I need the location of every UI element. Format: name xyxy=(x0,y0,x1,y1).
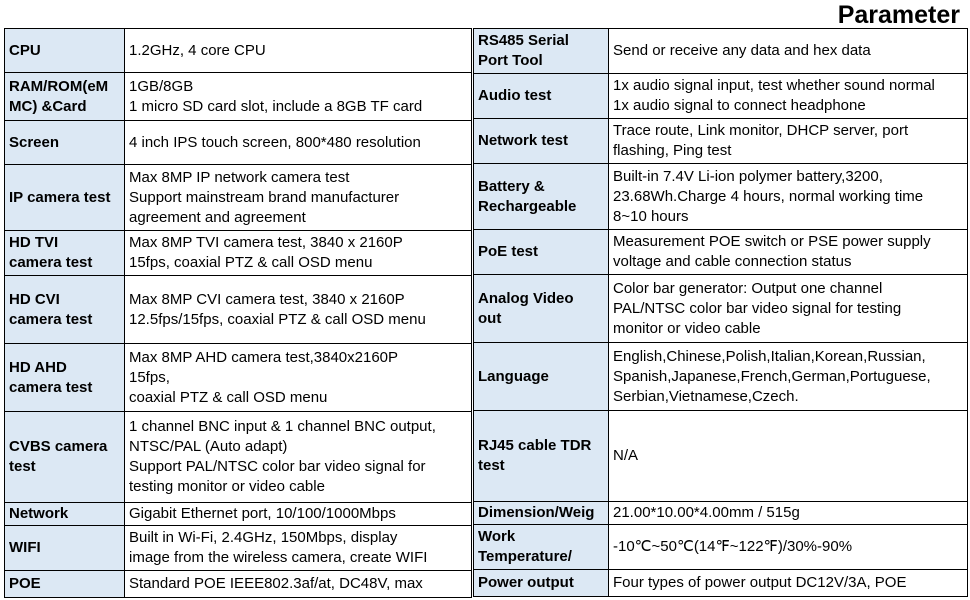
spec-row xyxy=(474,570,968,597)
spec-row xyxy=(474,74,968,119)
spec-value: Send or receive any data and hex data xyxy=(609,29,968,74)
spec-value: 21.00*10.00*4.00mm / 515g xyxy=(609,502,968,525)
spec-value: 1.2GHz, 4 core CPU xyxy=(125,29,472,73)
spec-label: Work Temperature/ xyxy=(474,525,609,570)
spec-label: Network xyxy=(5,503,125,526)
spec-label: RJ45 cable TDR test xyxy=(474,411,609,502)
spec-label: CVBS camera test xyxy=(5,412,125,503)
spec-label: HD CVI camera test xyxy=(5,276,125,344)
spec-row xyxy=(5,412,472,503)
spec-value: Built-in 7.4V Li-ion polymer battery,3200, 23.68Wh.Charge 4 hours, normal working time 8~10 hours xyxy=(609,164,968,230)
spec-label: HD AHD camera test xyxy=(5,344,125,412)
spec-value: 1x audio signal input, test whether sound normal 1x audio signal to connect headphone xyxy=(609,74,968,119)
spec-row xyxy=(5,165,472,231)
spec-value: Trace route, Link monitor, DHCP server, port flashing, Ping test xyxy=(609,119,968,164)
spec-value: -10℃~50℃(14℉~122℉)/30%-90% xyxy=(609,525,968,570)
spec-table-right xyxy=(473,28,968,597)
spec-value: English,Chinese,Polish,Italian,Korean,Russian, Spanish,Japanese,French,German,Portuguese, Serbian,Vietnamese,Czech. xyxy=(609,343,968,411)
spec-row xyxy=(474,411,968,502)
spec-row xyxy=(474,525,968,570)
spec-value: Measurement POE switch or PSE power supply voltage and cable connection status xyxy=(609,230,968,275)
spec-value: N/A xyxy=(609,411,968,502)
spec-row xyxy=(474,29,968,74)
spec-label: Dimension/Weig xyxy=(474,502,609,525)
spec-value: Color bar generator: Output one channel PAL/NTSC color bar video signal for testing monitor or video cable xyxy=(609,275,968,343)
spec-row xyxy=(474,502,968,525)
spec-label: Screen xyxy=(5,121,125,165)
spec-label: POE xyxy=(5,571,125,598)
spec-row xyxy=(474,343,968,411)
spec-row xyxy=(5,73,472,121)
spec-value: 4 inch IPS touch screen, 800*480 resolution xyxy=(125,121,472,165)
spec-value: Max 8MP CVI camera test, 3840 x 2160P 12.5fps/15fps, coaxial PTZ & call OSD menu xyxy=(125,276,472,344)
spec-value: Four types of power output DC12V/3A, POE xyxy=(609,570,968,597)
spec-value: 1 channel BNC input & 1 channel BNC output, NTSC/PAL (Auto adapt) Support PAL/NTSC color bar video signal for testing monitor or video cable xyxy=(125,412,472,503)
spec-label: HD TVI camera test xyxy=(5,231,125,276)
spec-value: Standard POE IEEE802.3af/at, DC48V, max xyxy=(125,571,472,598)
spec-label: RS485 Serial Port Tool xyxy=(474,29,609,74)
spec-row xyxy=(474,164,968,230)
spec-row xyxy=(474,275,968,343)
spec-row xyxy=(474,230,968,275)
spec-row xyxy=(5,29,472,73)
spec-row xyxy=(5,526,472,571)
spec-row xyxy=(5,121,472,165)
spec-value: 1GB/8GB 1 micro SD card slot, include a 8GB TF card xyxy=(125,73,472,121)
spec-label: Battery & Rechargeable xyxy=(474,164,609,230)
spec-value: Max 8MP IP network camera test Support mainstream brand manufacturer agreement and agreement xyxy=(125,165,472,231)
spec-label: Language xyxy=(474,343,609,411)
spec-label: Analog Video out xyxy=(474,275,609,343)
spec-label: WIFI xyxy=(5,526,125,571)
spec-row xyxy=(5,276,472,344)
spec-label: Power output xyxy=(474,570,609,597)
spec-table-left xyxy=(4,28,472,598)
spec-label: CPU xyxy=(5,29,125,73)
spec-label: PoE test xyxy=(474,230,609,275)
spec-row xyxy=(474,119,968,164)
spec-value: Max 8MP AHD camera test,3840x2160P 15fps, coaxial PTZ & call OSD menu xyxy=(125,344,472,412)
spec-row xyxy=(5,571,472,598)
spec-label: RAM/ROM(eM MC) &Card xyxy=(5,73,125,121)
spec-label: IP camera test xyxy=(5,165,125,231)
spec-label: Network test xyxy=(474,119,609,164)
spec-row xyxy=(5,231,472,276)
spec-value: Max 8MP TVI camera test, 3840 x 2160P 15fps, coaxial PTZ & call OSD menu xyxy=(125,231,472,276)
spec-value: Gigabit Ethernet port, 10/100/1000Mbps xyxy=(125,503,472,526)
spec-value: Built in Wi-Fi, 2.4GHz, 150Mbps, display image from the wireless camera, create WIFI xyxy=(125,526,472,571)
page-title: Parameter xyxy=(837,1,960,29)
spec-row xyxy=(5,344,472,412)
spec-label: Audio test xyxy=(474,74,609,119)
spec-row xyxy=(5,503,472,526)
